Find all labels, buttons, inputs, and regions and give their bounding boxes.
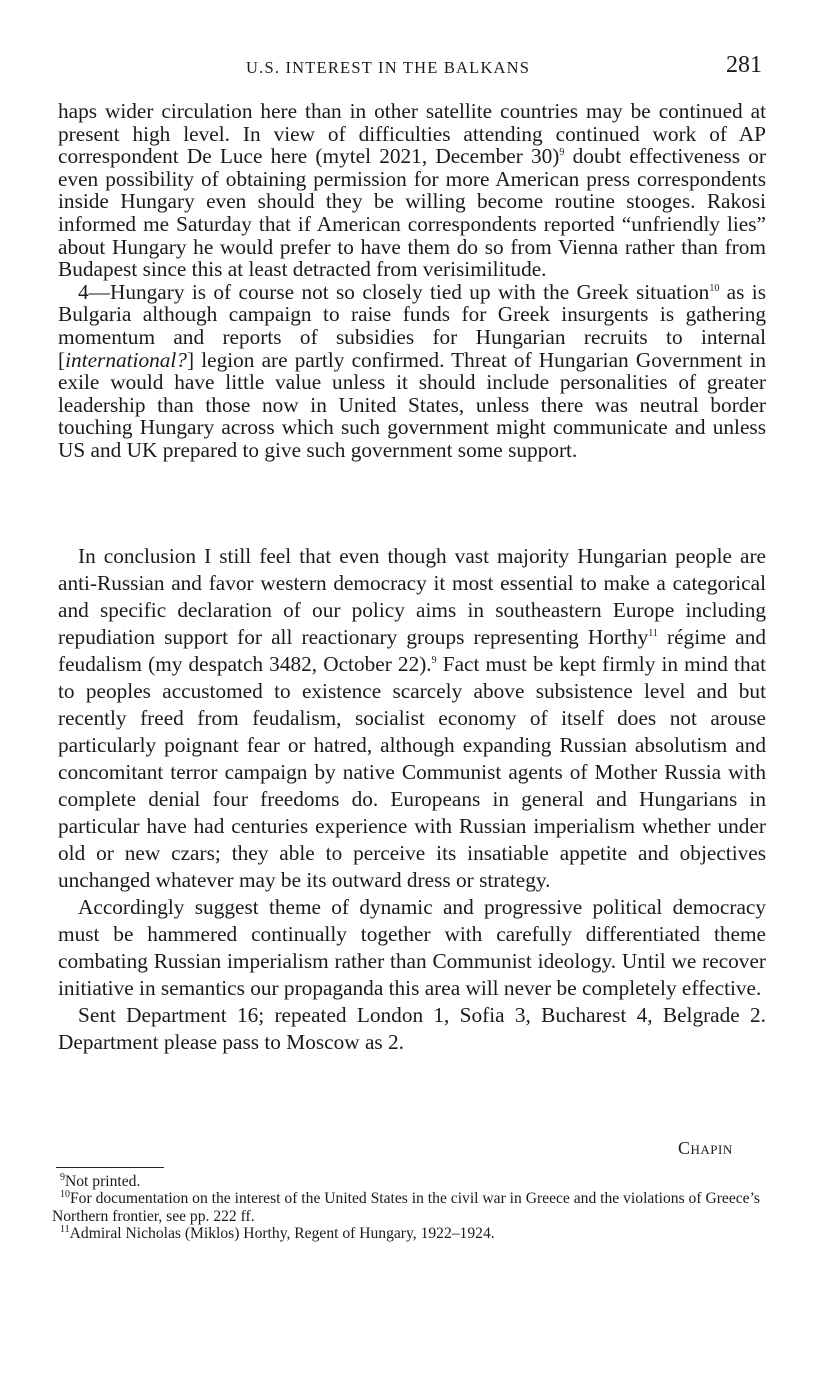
footnote-mark: 11 (60, 1223, 70, 1235)
footnote-ref[interactable]: 9 (559, 147, 565, 159)
footnotes (52, 1173, 760, 1242)
footnote-mark: 9 (60, 1171, 65, 1183)
signature: Chapin (678, 1138, 733, 1158)
page-number: 281 (726, 52, 762, 78)
footnote-ref[interactable]: 10 (709, 282, 720, 294)
paragraph-accordingly: Accordingly suggest theme of dynamic and progressive political democracy must be hammered continually together with carefully differentiated theme combating Russian imperialism rather than Communist ideology. Until we recover initiative in semantics our propaganda this area will never be completely effective. (58, 895, 766, 1000)
page-header (0, 52, 838, 84)
main-text-section (58, 543, 766, 1056)
quoted-telegram-section (58, 100, 766, 462)
editorial-insertion: international? (65, 347, 187, 372)
paragraph-continued: haps wider circulation here than in other satellite countries may be continued at present high level. In view of difficulties attending continued work of AP correspondent De Luce here (mytel 2021, December 30)$^9$ doubt effectiveness or even possibility of obtaining permission for more American press correspondents inside Hungary even should they be willing become routine stooges. Rakosi informed me Saturday that if American correspondents reported “unfriendly lies” about Hungary he would prefer to have them do so from Vienna rather than from Budapest since this at least detracted from verisimilitude. (58, 99, 766, 282)
footnote-divider (56, 1167, 164, 1168)
running-head: U.S. INTEREST IN THE BALKANS (246, 58, 531, 77)
footnote-ref[interactable]: 11 (648, 627, 658, 639)
footnote: $^9$Not printed. (60, 1171, 141, 1190)
paragraph-distribution: Sent Department 16; repeated London 1, Sofia 3, Bucharest 4, Belgrade 2. Department please pass to Moscow as 2. (58, 1003, 766, 1054)
footnote: $^{11}$Admiral Nicholas (Miklos) Horthy, Regent of Hungary, 1922–1924. (60, 1223, 495, 1242)
paragraph-conclusion: In conclusion I still feel that even though vast majority Hungarian people are anti-Russian and favor western democracy it most essential to make a categorical and specific declaration of our policy aims in southeastern Europe including repudiation support for all reactionary groups representing Horthy$^{11}$ régime and feudalism (my despatch 3482, October 22).$^9$ Fact must be kept firmly in mind that to peoples accustomed to existence scarcely above subsistence level and but recently freed from feudalism, socialist economy of itself does not arouse particularly poignant fear or hatred, although expanding Russian absolutism and concomitant terror campaign by native Communist agents of Mother Russia with complete denial four freedoms do. Europeans in general and Hungarians in particular have had centuries experience with Russian imperialism whether under old or new czars; they able to perceive its insatiable appetite and objectives unchanged whatever may be its outward dress or strategy. (58, 544, 767, 892)
paragraph-point-4: 4—Hungary is of course not so closely tied up with the Greek situation$^{10}$ as is Bulgaria although campaign to raise funds for Greek insurgents is gathering momentum and reports of subsidies for Hungarian recruits to internal [international?] legion are partly confirmed. Threat of Hungarian Government in exile would have little value unless it should include personalities of greater leadership than those now in United States, unless there was neutral border touching Hungary across which such government might communicate and unless US and UK prepared to give such government some support. (58, 279, 766, 462)
footnote-ref[interactable]: 9 (431, 654, 437, 666)
footnote-mark: 10 (60, 1189, 70, 1201)
footnote: $^{10}$For documentation on the interest of the United States in the civil war in Greece and the violations of Greece’s Northern frontier, see pp. 222 ff. (52, 1189, 760, 1225)
